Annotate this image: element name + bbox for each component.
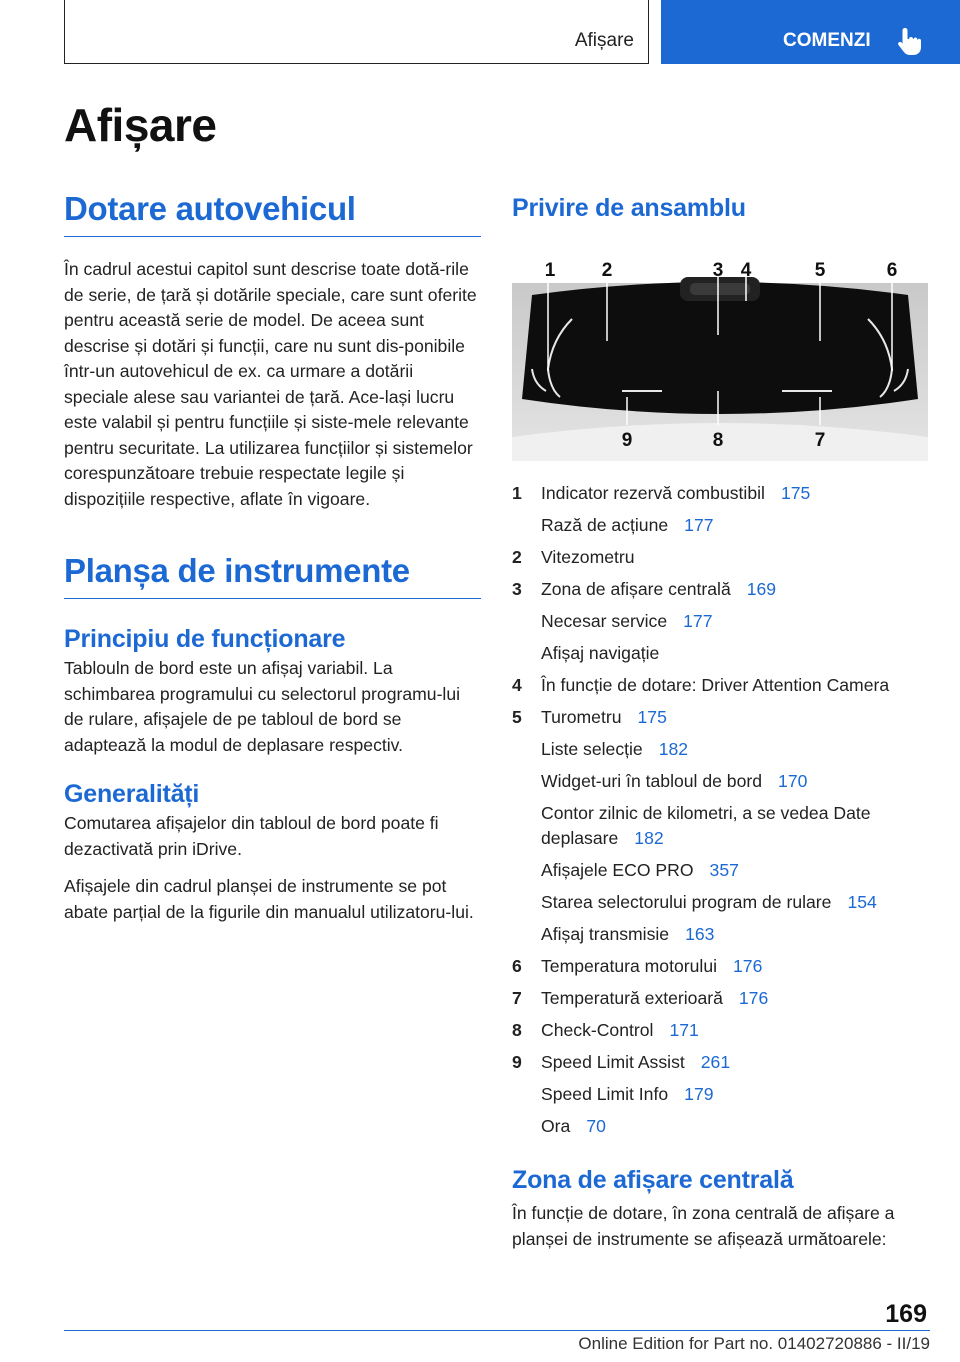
legend-subitem: Rază de acțiune 177: [541, 515, 714, 535]
legend-subitem: Speed Limit Info 179: [541, 1084, 714, 1104]
page-ref-link[interactable]: 182: [634, 828, 664, 848]
legend-subitem: Widget-uri în tabloul de bord 170: [541, 771, 808, 791]
page-ref-link[interactable]: 176: [738, 988, 769, 1008]
page-ref-link[interactable]: 163: [685, 924, 715, 944]
legend-subitem: Liste selecție 182: [541, 739, 689, 759]
legend-list: [512, 477, 932, 1142]
legend-item-7: 7 Temperatură exterioară 176: [512, 988, 769, 1008]
page-ref-link[interactable]: 179: [684, 1084, 714, 1104]
legend-subitem: Afișajele ECO PRO 357: [541, 860, 739, 880]
dotare-paragraph: În cadrul acestui capitol sunt descrise toate dotă-rile de serie, de țară și dotările speciale, care sunt oferite pentru această serie de model. De aceea sunt descrise și dotări și funcții, care nu sunt dis-ponibile într-un autovehicul de ex. ca urmare a dotării speciale alese sau variantei de țară. Ace-lași lucru este valabil și pentru funcțiile și siste-mele relevante pentru securitate. La utilizarea funcțiilor și sistemelor corespunzătoare trebuie respectate legile și dispozițiile respective, aflate în vigoare.: [64, 259, 477, 509]
page-ref-link[interactable]: 182: [658, 739, 689, 759]
legend-item-4: 4 În funcție de dotare: Driver Attention Camera: [512, 675, 890, 695]
page-ref-link[interactable]: 169: [746, 579, 777, 599]
diagram-label-8: 8: [712, 430, 724, 451]
page-ref-link[interactable]: 175: [780, 483, 811, 503]
subheading-privire: Privire de ansamblu: [512, 194, 746, 222]
diagram-label-9: 9: [621, 430, 633, 451]
diagram-label-7: 7: [814, 430, 826, 451]
hand-pointer-icon: [896, 26, 922, 56]
edition-footer: Online Edition for Part no. 01402720886 - II/19: [578, 1334, 930, 1353]
legend-subitem: Starea selectorului program de rulare 154: [541, 892, 877, 912]
subheading-zona: Zona de afișare centrală: [512, 1166, 794, 1194]
diagram-label-5: 5: [814, 260, 826, 281]
left-column: [64, 190, 481, 925]
chapter-label: COMENZI: [783, 30, 871, 51]
cluster-svg: [512, 259, 928, 461]
page-ref-link[interactable]: 261: [700, 1052, 731, 1072]
instrument-cluster-illustration: [512, 259, 928, 461]
legend-item-1: 1 Indicator rezervă combustibil 175: [512, 483, 811, 503]
legend-subitem: Afișaj transmisie 163: [541, 924, 715, 944]
page-ref-link[interactable]: 177: [683, 611, 713, 631]
section-label: Afișare: [574, 30, 634, 51]
legend-subitem: Ora 70: [541, 1116, 606, 1136]
page-ref-link[interactable]: 70: [586, 1116, 606, 1136]
legend-item-8: 8 Check-Control 171: [512, 1020, 699, 1040]
page-ref-link[interactable]: 357: [709, 860, 739, 880]
footer-divider: [64, 1330, 930, 1331]
legend-subitem: Contor zilnic de kilometri, a se vedea Date deplasare 182: [541, 803, 871, 848]
legend-item-9: 9 Speed Limit Assist 261: [512, 1052, 731, 1072]
right-column: [512, 190, 932, 1252]
subheading-principiu: Principiu de funcționare: [64, 625, 346, 653]
diagram-label-2: 2: [601, 260, 613, 281]
page-ref-link[interactable]: 177: [684, 515, 714, 535]
page-ref-link[interactable]: 154: [847, 892, 877, 912]
legend-item-5: 5 Turometru 175: [512, 707, 667, 727]
page-ref-link[interactable]: 170: [778, 771, 808, 791]
generalitati-paragraph-2: Afișajele din cadrul planșei de instrumente se pot abate parțial de la figurile din manualul utilizatoru-lui.: [64, 876, 474, 922]
diagram-label-6: 6: [886, 260, 898, 281]
zona-paragraph: În funcție de dotare, în zona centrală de afișare a planșei de instrumente se afișează următoarele:: [512, 1203, 895, 1249]
page-header: [0, 0, 960, 66]
principiu-paragraph: Tablouln de bord este un afișaj variabil. La schimbarea programului cu selectorul programu-lui de rulare, afișajele de pe tabloul de bord se adaptează la modul de deplasare respectiv.: [64, 658, 461, 755]
page-title: Afișare: [64, 99, 217, 151]
diagram-label-3: 3: [712, 260, 724, 281]
generalitati-paragraph-1: Comutarea afișajelor din tabloul de bord poate fi dezactivată prin iDrive.: [64, 813, 439, 859]
page-ref-link[interactable]: 176: [733, 956, 763, 976]
legend-item-3: 3 Zona de afișare centrală 169: [512, 579, 777, 599]
legend-item-2: 2 Vitezometru: [512, 547, 635, 567]
legend-item-6: 6 Temperatura motorului 176: [512, 956, 763, 976]
page-ref-link[interactable]: 175: [637, 707, 667, 727]
section-heading-plansa: Planșa de instrumente: [64, 552, 481, 599]
subheading-generalitati: Generalități: [64, 780, 200, 808]
diagram-label-1: 1: [544, 260, 556, 281]
legend-subitem: Necesar service 177: [541, 611, 713, 631]
diagram-label-4: 4: [740, 260, 752, 281]
page-number: 169: [885, 1300, 927, 1328]
section-heading-dotare: Dotare autovehicul: [64, 190, 481, 237]
page-ref-link[interactable]: 171: [669, 1020, 699, 1040]
legend-subitem: Afișaj navigație: [541, 643, 660, 663]
section-tab: [64, 0, 649, 64]
